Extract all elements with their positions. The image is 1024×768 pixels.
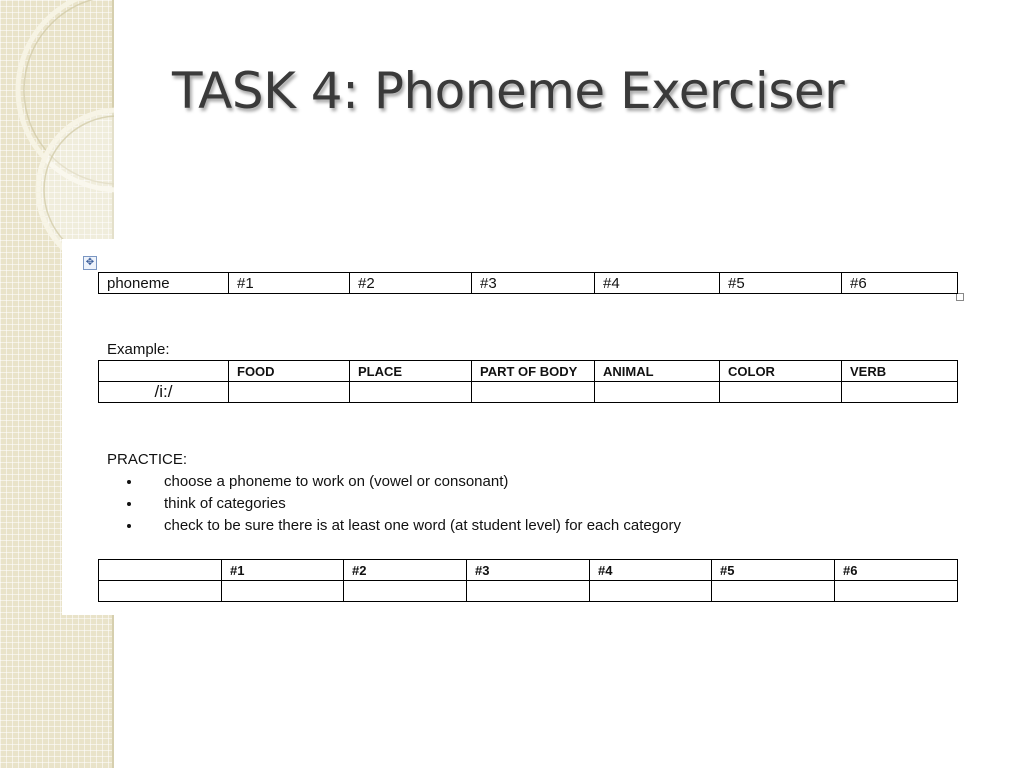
table-cell[interactable]: ANIMAL: [595, 361, 720, 382]
table-cell[interactable]: #3: [472, 273, 595, 294]
list-item: • check to be sure there is at least one word (at student level) for each category: [142, 515, 681, 537]
table-cell[interactable]: [350, 382, 472, 403]
table-cell[interactable]: #2: [350, 273, 472, 294]
table-cell[interactable]: [595, 382, 720, 403]
table-cell[interactable]: #4: [595, 273, 720, 294]
table-cell[interactable]: [99, 361, 229, 382]
table-cell[interactable]: [222, 581, 344, 602]
table-cell[interactable]: [720, 382, 842, 403]
table-cell[interactable]: #2: [344, 560, 467, 581]
list-item: • think of categories: [142, 493, 681, 515]
table-cell[interactable]: COLOR: [720, 361, 842, 382]
phoneme-table: [98, 272, 958, 294]
table-cell[interactable]: [229, 382, 350, 403]
table-cell[interactable]: phoneme: [99, 273, 229, 294]
phoneme-example-cell[interactable]: /i:/: [99, 382, 229, 403]
table-cell[interactable]: [835, 581, 958, 602]
table-row: [99, 382, 958, 403]
table-cell[interactable]: [467, 581, 590, 602]
list-item: • choose a phoneme to work on (vowel or consonant): [142, 471, 681, 493]
table-cell[interactable]: #6: [835, 560, 958, 581]
table-cell[interactable]: #4: [590, 560, 712, 581]
table-cell[interactable]: [344, 581, 467, 602]
table-cell[interactable]: #1: [222, 560, 344, 581]
table-row: [99, 581, 958, 602]
document-snippet: [62, 239, 982, 615]
table-cell[interactable]: VERB: [842, 361, 958, 382]
table-cell[interactable]: PART OF BODY: [472, 361, 595, 382]
table-move-handle-icon[interactable]: ✥: [83, 256, 97, 270]
table-row: [99, 361, 958, 382]
table-resize-handle[interactable]: [956, 293, 964, 301]
table-cell[interactable]: #6: [842, 273, 958, 294]
table-cell[interactable]: #5: [712, 560, 835, 581]
table-cell[interactable]: #5: [720, 273, 842, 294]
table-cell[interactable]: [99, 581, 222, 602]
table-cell[interactable]: #3: [467, 560, 590, 581]
slide-title: TASK 4: Phoneme Exerciser: [172, 62, 845, 120]
practice-bullet-list: [122, 471, 681, 537]
table-row: [99, 273, 958, 294]
table-row: [99, 560, 958, 581]
practice-table: [98, 559, 958, 602]
example-label: Example:: [107, 341, 170, 358]
example-table: [98, 360, 958, 403]
table-cell[interactable]: [99, 560, 222, 581]
table-cell[interactable]: [472, 382, 595, 403]
table-cell[interactable]: [590, 581, 712, 602]
table-cell[interactable]: [712, 581, 835, 602]
table-cell[interactable]: FOOD: [229, 361, 350, 382]
table-cell[interactable]: [842, 382, 958, 403]
table-cell[interactable]: PLACE: [350, 361, 472, 382]
practice-label: PRACTICE:: [107, 451, 188, 468]
table-cell[interactable]: #1: [229, 273, 350, 294]
